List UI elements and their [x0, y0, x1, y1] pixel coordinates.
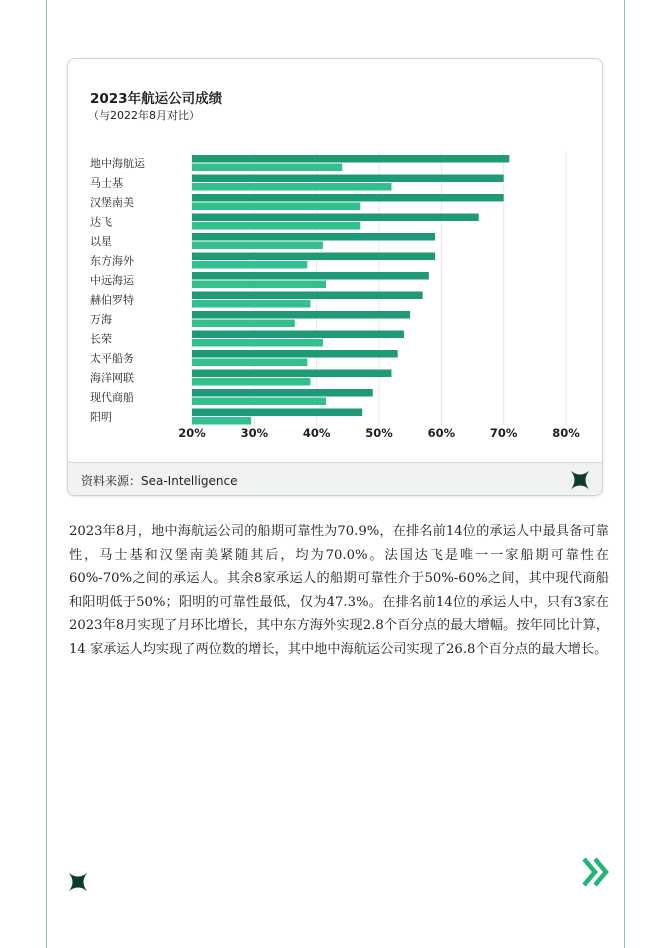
- category-label: 马士基: [90, 176, 123, 190]
- article-paragraph: 2023年8月，地中海航运公司的船期可靠性为70.9%，在排名前14位的承运人中最具备可靠性，马士基和汉堡南美紧随其后，均为70.0%。法国达飞是唯一一家船期可靠性在60%-70%之间的承运人。其余8家承运人的船期可靠性介于50%-60%之间，其中现代商船和阳明低于50%；阳明的可靠性最低，仅为47.3%。在排名前14位的承运人中，只有3家在 2023年8月实现了月环比增长，其中东方海外实现2.8个百分点的最大增幅。按年同比计算，14 家承运人均实现了两位数的增长，其中地中海航运公司实现了26.8个百分点的最大增长。: [69, 524, 609, 657]
- bar-2022-9: [192, 339, 323, 347]
- bar-2023-2: [192, 194, 504, 202]
- bar-2023-12: [192, 389, 373, 397]
- bar-2022-1: [192, 183, 391, 191]
- bar-2023-11: [192, 370, 391, 378]
- bar-2023-4: [192, 233, 435, 241]
- bar-2022-2: [192, 203, 360, 211]
- bar-2022-10: [192, 359, 307, 367]
- x-star-logo-icon: [67, 871, 89, 893]
- x-tick-label: 80%: [552, 426, 580, 440]
- bar-2023-10: [192, 350, 398, 358]
- bar-2023-13: [192, 409, 362, 417]
- category-label: 地中海航运: [90, 157, 145, 170]
- x-tick-label: 40%: [302, 426, 331, 440]
- source-text: 资料来源：Sea-Intelligence: [81, 474, 238, 488]
- category-label: 海洋网联: [90, 371, 134, 385]
- bar-2023-9: [192, 331, 404, 339]
- bar-2022-6: [192, 281, 326, 289]
- category-label: 赫伯罗特: [90, 293, 134, 307]
- bar-2022-13: [192, 417, 251, 425]
- category-label: 以星: [90, 235, 112, 248]
- x-tick-label: 30%: [240, 426, 269, 440]
- bar-2023-1: [192, 175, 504, 183]
- bar-2022-3: [192, 222, 360, 230]
- chart-card: [67, 58, 603, 496]
- bar-2022-4: [192, 242, 323, 250]
- category-label: 阳明: [90, 410, 112, 424]
- bar-2022-7: [192, 300, 310, 308]
- bar-2023-8: [192, 311, 410, 319]
- page-frame-right: [624, 0, 625, 948]
- x-tick-label: 60%: [427, 426, 456, 440]
- category-label: 太平船务: [90, 352, 134, 365]
- page-frame-left: [46, 0, 47, 948]
- x-tick-label: 50%: [365, 426, 393, 440]
- category-label: 现代商船: [90, 391, 134, 404]
- bar-2022-0: [192, 164, 342, 172]
- bar-chart: [68, 59, 602, 463]
- bar-2023-6: [192, 272, 429, 280]
- bar-2023-3: [192, 214, 479, 222]
- category-label: 长荣: [90, 332, 112, 346]
- bar-2022-11: [192, 378, 310, 386]
- category-label: 东方海外: [90, 254, 134, 268]
- chart-title: 2023年航运公司成绩: [90, 91, 223, 107]
- category-label: 中远海运: [90, 274, 134, 287]
- x-tick-label: 20%: [178, 426, 206, 440]
- bar-2023-7: [192, 292, 423, 300]
- card-footer: [68, 462, 602, 495]
- bar-2022-8: [192, 320, 295, 328]
- x-tick-label: 70%: [489, 426, 518, 440]
- bar-2022-12: [192, 398, 326, 406]
- category-label: 万海: [90, 313, 112, 326]
- category-label: 汉堡南美: [90, 196, 134, 209]
- bar-2023-0: [192, 155, 509, 163]
- category-label: 达飞: [90, 215, 112, 229]
- double-chevron-right-icon[interactable]: [578, 854, 614, 890]
- bar-2023-5: [192, 253, 435, 261]
- bar-2022-5: [192, 261, 307, 269]
- chart-subtitle: （与2022年8月对比）: [88, 109, 200, 122]
- x-star-logo-icon: [569, 469, 591, 491]
